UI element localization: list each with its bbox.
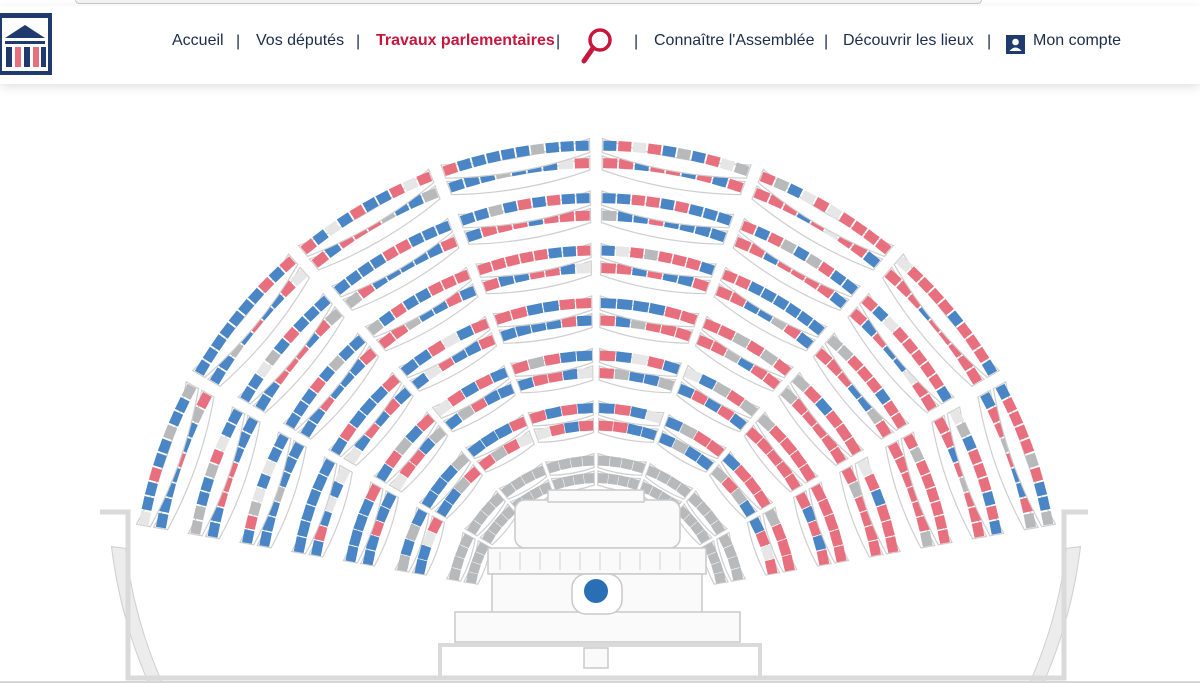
seat <box>616 246 630 257</box>
nav-connaitre-assemblee[interactable]: Connaître l'Assemblée <box>654 32 815 49</box>
seat <box>560 351 576 363</box>
nav-decouvrir-lieux[interactable]: Découvrir les lieux <box>843 32 974 49</box>
seat <box>559 299 575 310</box>
seat <box>599 403 615 414</box>
seat <box>601 316 616 327</box>
seat <box>633 142 647 153</box>
seat <box>646 196 660 208</box>
seat <box>603 158 618 168</box>
magnifier-icon <box>580 27 614 67</box>
seat <box>515 145 530 157</box>
seat <box>560 141 574 152</box>
browser-bar <box>75 0 982 4</box>
president-seat <box>584 579 608 603</box>
seat <box>578 368 593 379</box>
nav-vos-deputes[interactable]: Vos députés <box>256 32 345 49</box>
seat <box>530 144 544 156</box>
seat <box>599 421 613 432</box>
nav-travaux-parlementaires[interactable]: Travaux parlementaires <box>376 32 555 49</box>
seat <box>617 299 633 310</box>
seat <box>644 249 658 261</box>
seat <box>602 193 615 203</box>
nav-separator: | <box>824 33 829 50</box>
seat <box>603 141 616 151</box>
seat <box>610 456 622 467</box>
nav-separator: | <box>356 33 361 50</box>
seat <box>617 194 631 205</box>
seat <box>576 298 592 309</box>
nav-mon-compte[interactable]: Mon compte <box>1033 32 1122 49</box>
hemicycle-seat-map <box>0 84 1200 683</box>
seat <box>601 263 616 274</box>
seat <box>545 142 559 153</box>
seat <box>598 473 608 484</box>
seat <box>577 403 593 414</box>
seat <box>602 246 615 257</box>
seat <box>647 144 661 156</box>
seat <box>570 456 582 467</box>
seat <box>615 404 631 416</box>
seat <box>660 198 675 210</box>
nav-separator: | <box>556 33 561 50</box>
seat <box>601 298 617 309</box>
seat <box>577 316 592 327</box>
seat <box>618 141 632 152</box>
main-nav <box>0 6 1200 84</box>
seat <box>576 351 592 362</box>
seat <box>579 421 593 432</box>
seat <box>598 456 610 467</box>
nav-separator: | <box>236 33 241 50</box>
seat <box>543 300 560 312</box>
nav-separator: | <box>634 33 639 50</box>
seat <box>548 247 562 258</box>
seat <box>576 263 591 274</box>
seat <box>534 249 548 261</box>
seat <box>563 246 577 257</box>
nav-separator: | <box>987 33 992 50</box>
seat <box>600 351 616 362</box>
seat <box>575 158 590 168</box>
seat <box>582 456 594 467</box>
seat <box>613 421 628 433</box>
seat <box>561 404 577 416</box>
seat <box>532 196 546 208</box>
nav-accueil[interactable]: Accueil <box>172 32 224 49</box>
seat <box>577 246 590 257</box>
seat <box>576 193 589 203</box>
seat <box>662 145 677 157</box>
seat <box>584 473 594 484</box>
seat <box>616 351 632 363</box>
site-header <box>0 6 1200 84</box>
seat <box>630 247 644 258</box>
seat <box>573 474 584 485</box>
seat <box>575 141 588 151</box>
seat <box>517 198 532 210</box>
seat <box>633 300 650 312</box>
user-icon[interactable] <box>1006 35 1025 54</box>
seat <box>600 368 615 379</box>
seat <box>564 421 579 433</box>
seat <box>608 474 619 485</box>
seat <box>631 195 645 206</box>
seat <box>575 211 590 221</box>
seat <box>602 211 617 221</box>
seat <box>547 195 561 206</box>
search-button[interactable] <box>580 27 614 67</box>
seat <box>561 194 575 205</box>
